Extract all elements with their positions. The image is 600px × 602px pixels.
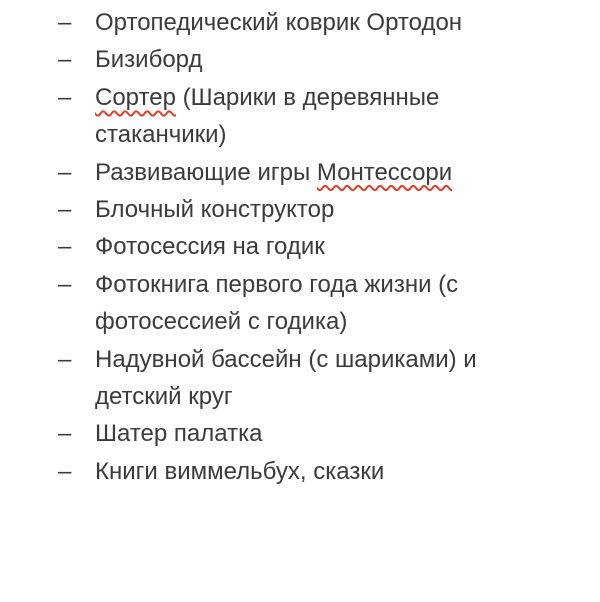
list-item [0,191,600,228]
list-item-text: Шатер палатка [95,420,263,448]
list-item-text: (Шарики в деревянные стаканчики) [95,83,440,149]
spellcheck-flagged-word[interactable]: Монтессори [316,158,453,186]
list-item-text: Блочный конструктор [95,196,335,224]
dash-bullet: – [58,270,72,298]
dash-bullet: – [58,457,72,485]
list-item [0,453,600,490]
list-item [0,266,600,341]
dash-bullet: – [58,233,72,261]
dash-bullet: – [58,83,72,111]
list-item [0,41,600,78]
list-item-text: Развивающие игры [95,158,317,186]
dash-bullet: – [58,158,72,186]
list-item [0,4,600,41]
list-item-text: Надувной бассейн (с шариками) и детский круг [95,345,477,411]
list-item-text: Книги виммельбух, сказки [95,457,385,485]
note-body[interactable] [0,4,600,490]
list-item-text: Ортопедический коврик Ортодон [95,9,463,36]
list-item [0,415,600,452]
dash-bullet: – [58,46,72,74]
list-item [0,228,600,265]
list-item-text: Бизиборд [95,46,203,74]
list-item [0,79,600,154]
spellcheck-flagged-word[interactable]: Сортер [95,83,176,111]
dash-bullet: – [58,196,72,224]
dash-bullet: – [58,420,72,448]
list-item [0,154,600,191]
list-item-text: Фотокнига первого года жизни (с фотосессией с годика) [95,270,459,336]
list-item [0,341,600,416]
dash-bullet: – [58,9,72,36]
list-item-text: Фотосессия на годик [95,233,325,261]
dash-bullet: – [58,345,72,373]
